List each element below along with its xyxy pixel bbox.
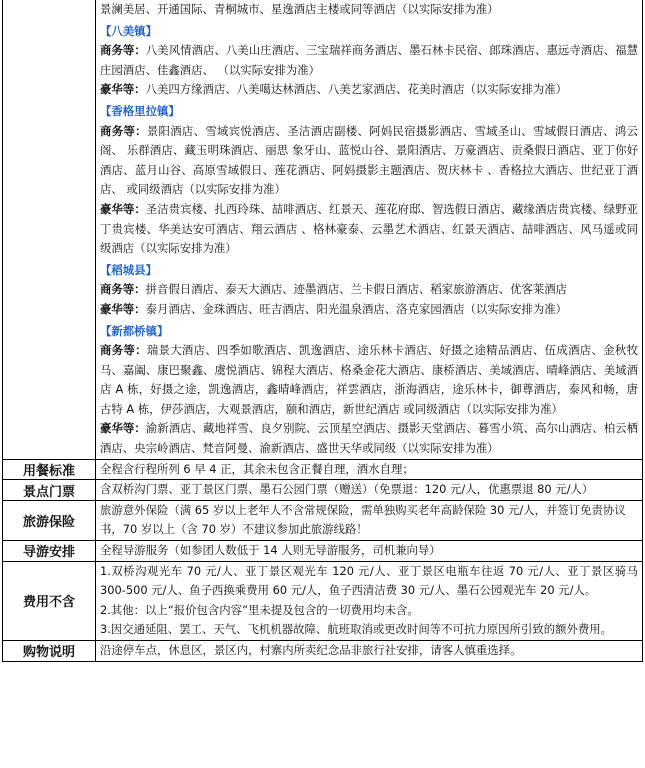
row-text: 全程含行程所列 6 早 4 正，其余未包含正餐自理，酒水自理； (96, 459, 643, 480)
ticket-row (3, 480, 643, 501)
tier-text: 渝新酒店、藏地祥雪、良夕别院、云顶星空酒店、摄影天堂酒店、暮雪小筑、高尔山酒店、柏云栖酒店、央宗岭酒店、梵音阿曼、渝新酒店、盛世天华或同级（以实际安排为准） (100, 421, 638, 456)
row-label: 旅游保险 (3, 500, 96, 540)
row-label: 费用不含 (3, 561, 96, 640)
tier-label: 商务等： (100, 343, 147, 358)
tier-text: 八美四方缘酒店、八美噶达林酒店、八美艺家酒店、花美时酒店（以实际安排为准） (145, 82, 568, 97)
bamei-business (100, 41, 638, 80)
insurance-row (3, 500, 643, 540)
bamei-luxury (100, 80, 638, 100)
tier-label: 豪华等： (100, 421, 146, 436)
row-text: 旅游意外保险（满 65 岁以上老年人不含常规保险，需单独购买老年高龄保险 30 元/人，并签订免责协议书，70 岁以上（含 70 岁）不建议参加此旅游线路！ (96, 500, 643, 540)
hotel-row (3, 0, 643, 459)
tier-text: 瑞景大酒店、四季如歌酒店、凯逸酒店、途乐林卡酒店、好摄之途精品酒店、伍成酒店、金秋牧马、嘉阖、康巴聚鑫、虞悦酒店、锦程大酒店、格桑金花大酒店、康桥酒店、美域酒店、晴峰酒店、美域酒店 A 栋，好摄之途，凯逸酒店，鑫晴峰酒店，祥雲酒店，浙海酒店，途乐林卡，御尊酒店，泰风和畅，唐古特 A 栋，伊莎酒店，大观景酒店，颐和酒店，新世纪酒店 或同级酒店（以实际安排为准） (100, 343, 638, 416)
section-daocheng: 【稻城县】 (100, 262, 157, 277)
daocheng-business (100, 280, 638, 300)
tier-text: 泰月酒店、金珠酒店、旺吉酒店、阳光温泉酒店、洛克家园酒店（以实际安排为准） (145, 301, 568, 316)
excluded-item: 3.因交通延阻、罢工、天气、飞机机器故障、航班取消或更改时间等不可抗力原因所引致的额外费用。 (100, 622, 613, 637)
shangrila-business (100, 122, 638, 200)
excluded-content (96, 561, 643, 640)
shopping-row (3, 641, 643, 662)
tier-label: 商务等： (100, 123, 147, 138)
tier-text: 拼音假日酒店、泰天大酒店、迹墨酒店、兰卡假日酒店、稻家旅游酒店、优客莱酒店 (145, 282, 568, 297)
row-label: 用餐标准 (3, 459, 96, 480)
row-text: 含双桥沟门票、亚丁景区门票、墨石公园门票（赠送）（免票退：120 元/人，优惠票退 80 元/人） (96, 480, 643, 501)
daocheng-luxury (100, 300, 638, 320)
excluded-item: 1.双桥沟观光车 70 元/人、亚丁景区观光车 120 元/人、亚丁景区电瓶车往返 70 元/人、亚丁景区骑马 300-500 元/人、鱼子西换乘费用 60 元/人，鱼子西清洁费 30 元/人、墨石公园观光车 20 元/人。 (100, 563, 638, 598)
row-label: 购物说明 (3, 641, 96, 662)
section-shangrila: 【香格里拉镇】 (100, 103, 180, 118)
xinduqiao-business (100, 341, 638, 419)
guide-row (3, 541, 643, 562)
hotel-lead-line: 景澜美居、开通国际、青桐城市、星逸酒店主楼或同等酒店（以实际安排为准） (100, 2, 499, 16)
tier-label: 豪华等： (100, 82, 146, 97)
xinduqiao-luxury (100, 419, 638, 458)
row-label: 导游安排 (3, 541, 96, 562)
row-label: 景点门票 (3, 480, 96, 501)
tier-label: 豪华等： (100, 201, 146, 216)
section-xinduqiao: 【新都桥镇】 (100, 323, 169, 338)
tier-label: 商务等： (100, 282, 146, 297)
excluded-row (3, 561, 643, 640)
hotel-label-cell (3, 0, 96, 459)
hotel-content-cell (96, 0, 643, 459)
tier-text: 八美风情酒店、八美山庄酒店、三宝瑞祥商务酒店、墨石林卡民宿、郎珠酒店、惠远寺酒店、福慧庄园酒店、佳鑫酒店、 （以实际安排为准） (100, 43, 638, 77)
row-text: 沿途停车点，休息区，景区内，村寨内所卖纪念品非旅行社安排，请客人慎重选择。 (96, 641, 643, 662)
tier-label: 豪华等： (100, 301, 146, 316)
row-text: 全程导游服务（如参团人数低于 14 人则无导游服务，司机兼向导） (96, 541, 643, 562)
meal-row (3, 459, 643, 480)
excluded-item: 2.其他：以上“报价包含内容”里未提及包含的一切费用均未含。 (100, 602, 419, 617)
tier-text: 圣洁贵宾楼、扎西玲珠、喆啡酒店、红景天、莲花府邸、智选假日酒店、藏缘酒店贵宾楼、绿野亚丁贵宾楼、华美达安可酒店、翔云酒店 、格林豪泰、云墨艺术酒店、红景天酒店、喆啡酒店、风马遥或同级酒店（以实际安排为准） (100, 201, 638, 256)
itinerary-table (2, 0, 643, 662)
tier-label: 商务等： (100, 43, 146, 58)
shangrila-luxury (100, 200, 638, 259)
section-bamei: 【八美镇】 (100, 23, 157, 38)
tier-text: 景阳酒店、雪域宾悦酒店、圣洁酒店副楼、阿妈民宿摄影酒店、雪域圣山、雪域假日酒店、鸿云阁、 乐群酒店、藏玉明珠酒店、丽思 象牙山、蓝悦山谷、景阳酒店、万豪酒店、贡桑假日酒店、亚丁你好酒店、蓝月山谷、高原雪域假日、莲花酒店、阿妈摄影主题酒店、贺庆林卡 、香格拉大酒店、世纪亚丁酒店、 或同级酒店（以实际安排为准） (100, 123, 638, 197)
